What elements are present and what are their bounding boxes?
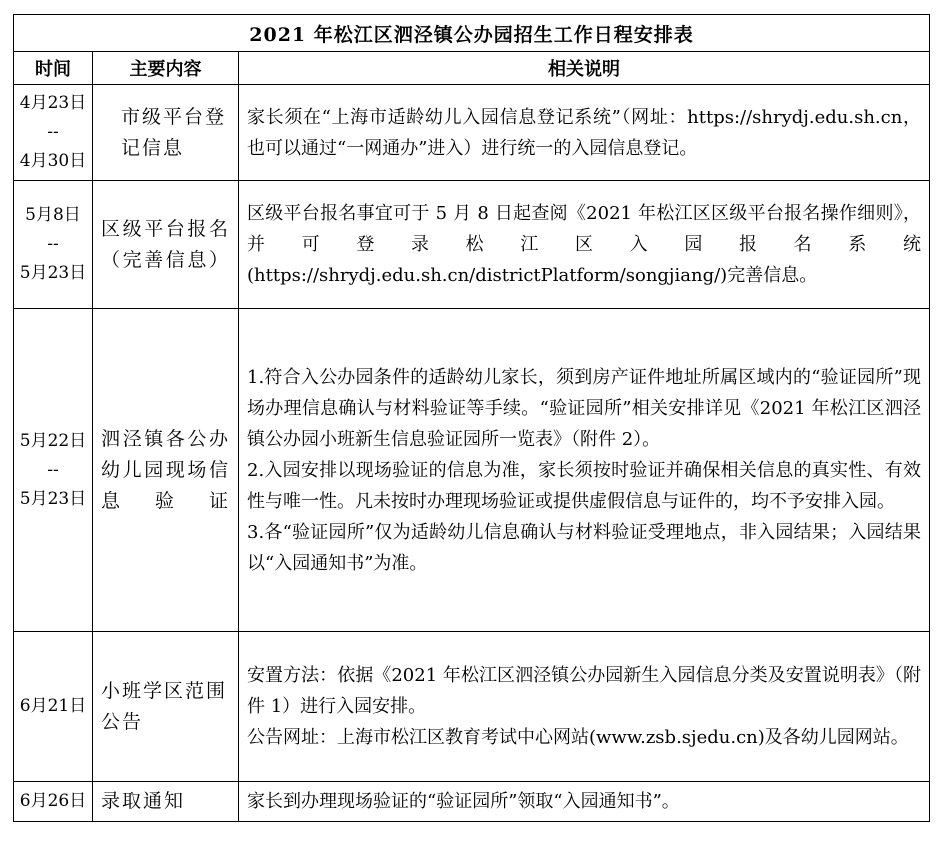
schedule-table-wrapper (13, 14, 930, 822)
header-main-content: 主要内容 (93, 52, 239, 85)
row-description (239, 309, 930, 632)
description-paragraph: 区级平台报名事宜可于 5 月 8 日起查阅《2021 年松江区区级平台报名操作细则》，并可登录松江区入园报名系统(https://shrydj.edu.sh.cn/districtPlatform/songjiang/)完善信息。 (247, 203, 921, 286)
time-start: 4月23日 (19, 93, 87, 113)
time-separator: -- (47, 122, 59, 142)
time-end: 5月23日 (19, 263, 87, 283)
time-end: 4月30日 (19, 151, 87, 171)
row-main-content: 区级平台报名（完善信息） (93, 181, 239, 309)
row-description (239, 782, 930, 822)
table-row (14, 181, 930, 309)
row-description (239, 632, 930, 782)
row-main-content: 录取通知 (93, 782, 239, 822)
description-paragraph: 家长须在“上海市适龄幼儿入园信息登记系统”（网址：https://shrydj.edu.sh.cn，也可以通过“一网通办”进入）进行统一的入园信息登记。 (247, 106, 921, 159)
time-separator: -- (47, 234, 59, 254)
row-main-content: 小班学区范围公告 (93, 632, 239, 782)
time-single: 6月26日 (19, 791, 87, 811)
time-single: 6月21日 (19, 696, 87, 716)
header-time: 时间 (14, 52, 93, 85)
header-row (14, 52, 930, 85)
row-time (14, 181, 93, 309)
table-title: 2021 年松江区泗泾镇公办园招生工作日程安排表 (14, 15, 930, 52)
time-start: 5月8日 (25, 205, 81, 225)
time-end: 5月23日 (19, 488, 87, 509)
description-paragraph: 安置方法：依据《2021 年松江区泗泾镇公办园新生入园信息分类及安置说明表》（附件 1）进行入园安排。 (247, 665, 921, 717)
time-start: 5月22日 (19, 430, 87, 451)
row-time (14, 632, 93, 782)
row-main-content: 泗泾镇各公办幼儿园现场信息验证 (93, 309, 239, 632)
row-time (14, 85, 93, 181)
row-time (14, 309, 93, 632)
row-description (239, 181, 930, 309)
schedule-table (13, 14, 930, 822)
time-separator: -- (47, 459, 59, 480)
row-description (239, 85, 930, 181)
description-paragraph: 3.各“验证园所”仅为适龄幼儿信息确认与材料验证受理地点，非入园结果；入园结果以“入园通知书”为准。 (247, 521, 921, 574)
row-main-content: 市级平台登记信息 (93, 85, 239, 181)
table-row (14, 309, 930, 632)
row-time (14, 782, 93, 822)
description-paragraph: 公告网址：上海市松江区教育考试中心网站(www.zsb.sjedu.cn)及各幼儿园网站。 (247, 727, 909, 748)
description-paragraph: 2.入园安排以现场验证的信息为准，家长须按时验证并确保相关信息的真实性、有效性与唯一性。凡未按时办理现场验证或提供虚假信息与证件的，均不予安排入园。 (247, 459, 921, 512)
description-paragraph: 家长到办理现场验证的“验证园所”领取“入园通知书”。 (247, 791, 680, 812)
header-description: 相关说明 (239, 52, 930, 85)
description-paragraph: 1.符合入公办园条件的适龄幼儿家长，须到房产证件地址所属区域内的“验证园所”现场办理信息确认与材料验证等手续。“验证园所”相关安排详见《2021 年松江区泗泾镇公办园小班新生信息验证园所一览表》（附件 2）。 (247, 366, 921, 450)
table-row (14, 632, 930, 782)
table-row (14, 85, 930, 181)
table-row (14, 782, 930, 822)
